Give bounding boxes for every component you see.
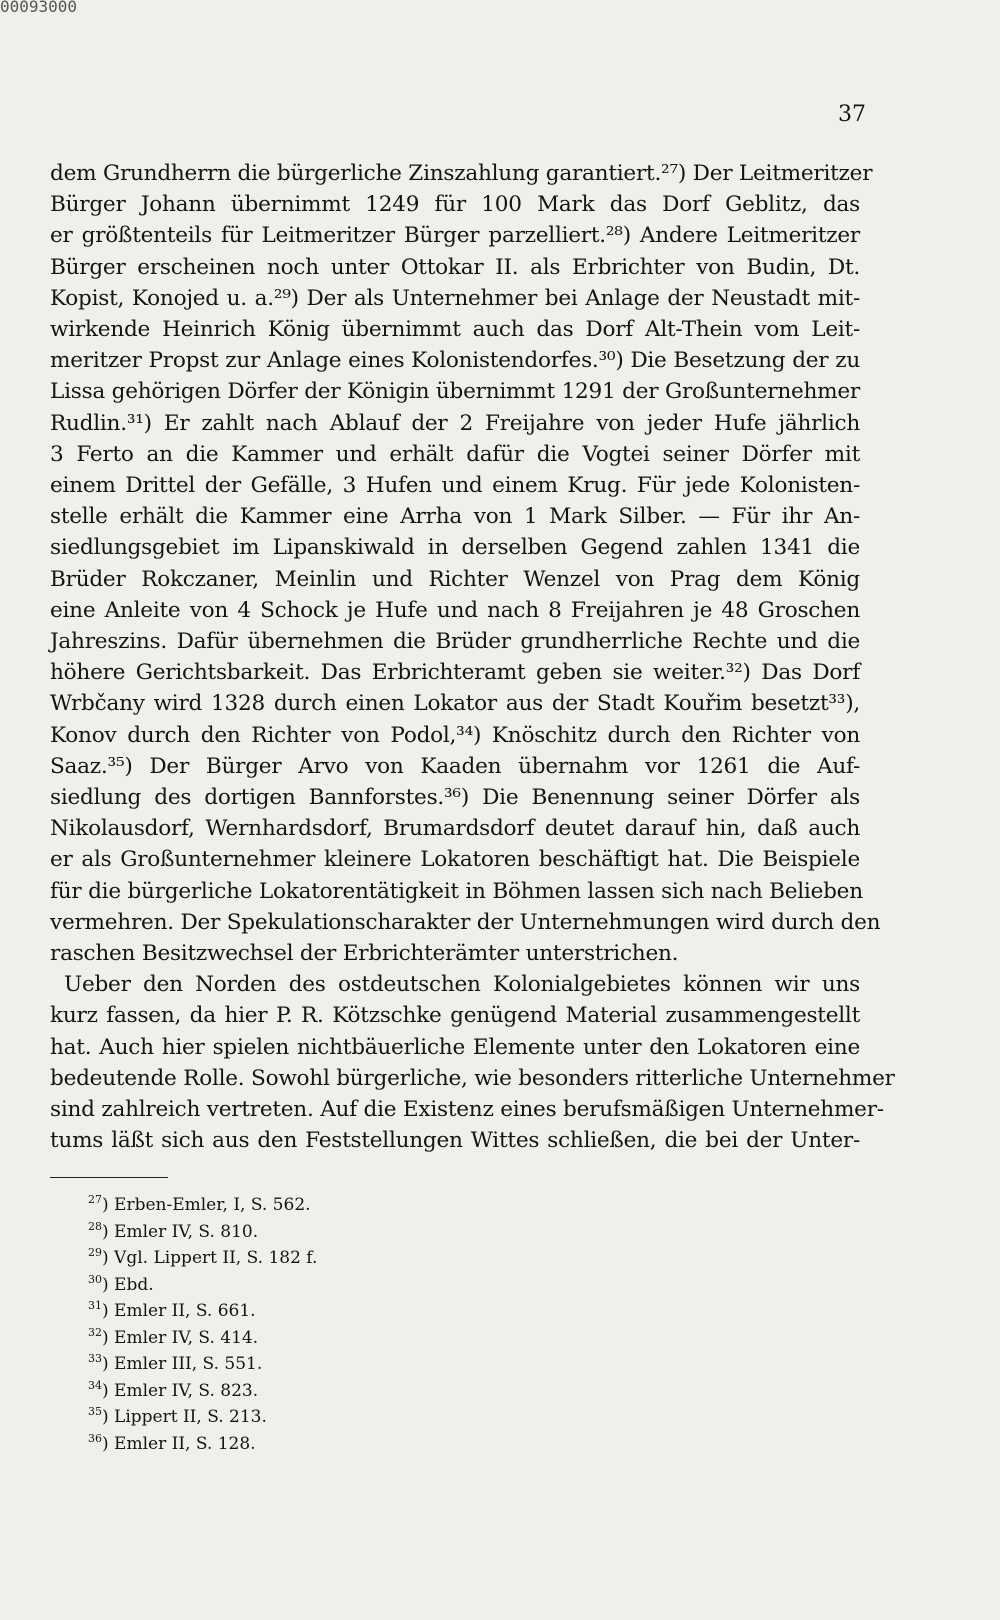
footnote: $^{35}$) Lippert II, S. 213. bbox=[88, 1405, 267, 1427]
text-line: Kopist, Konojed u. a.²⁹) Der als Unternehmer bei Anlage der Neustadt mit- bbox=[50, 285, 860, 311]
footnote-text: Lippert II, S. 213. bbox=[114, 1407, 267, 1427]
text-line: hat. Auch hier spielen nichtbäuerliche Elemente unter den Lokatoren eine bbox=[50, 1034, 860, 1060]
text-line: er als Großunternehmer kleinere Lokatoren beschäftigt hat. Die Beispiele bbox=[50, 847, 860, 873]
footnote-text: Erben-Emler, I, S. 562. bbox=[114, 1195, 311, 1215]
text-line: kurz fassen, da hier P. R. Kötzschke genügend Material zusammengestellt bbox=[50, 1003, 860, 1029]
text-line: siedlung des dortigen Bannforstes.³⁶) Die Benennung seiner Dörfer als bbox=[50, 785, 860, 811]
footnotes bbox=[88, 1192, 317, 1457]
footnote: $^{32}$) Emler IV, S. 414. bbox=[88, 1325, 259, 1348]
footnote-number: 32 bbox=[88, 1325, 102, 1339]
footnote: $^{30}$) Ebd. bbox=[88, 1272, 154, 1295]
footnote: $^{36}$) Emler II, S. 128. bbox=[88, 1431, 256, 1454]
main-text bbox=[50, 158, 895, 1157]
text-line: Nikolausdorf, Wernhardsdorf, Brumardsdorf deutet darauf hin, daß auch bbox=[50, 816, 860, 842]
footnote: $^{27}$) Erben-Emler, I, S. 562. bbox=[88, 1193, 311, 1215]
text-line: er größtenteils für Leitmeritzer Bürger parzelliert.²⁸) Andere Leitmeritzer bbox=[50, 223, 860, 249]
text-line: einem Drittel der Gefälle, 3 Hufen und einem Krug. Für jede Kolonisten- bbox=[50, 473, 860, 499]
text-line: Rudlin.³¹) Er zahlt nach Ablauf der 2 Freijahre von jeder Hufe jährlich bbox=[50, 410, 860, 436]
footnote: $^{29}$) Vgl. Lippert II, S. 182 f. bbox=[88, 1246, 318, 1268]
text-line: wirkende Heinrich König übernimmt auch das Dorf Alt-Thein vom Leit- bbox=[50, 317, 860, 343]
footnote-number: 30 bbox=[88, 1272, 102, 1286]
text-line: Ueber den Norden des ostdeutschen Kolonialgebietes können wir uns bbox=[64, 972, 860, 998]
text-line: Brüder Rokczaner, Meinlin und Richter Wenzel von Prag dem König bbox=[50, 566, 860, 592]
text-line: stelle erhält die Kammer eine Arrha von 1 Mark Silber. — Für ihr An- bbox=[50, 504, 860, 530]
footnote-divider bbox=[50, 1177, 168, 1178]
text-line: 3 Ferto an die Kammer und erhält dafür die Vogtei seiner Dörfer mit bbox=[50, 441, 860, 467]
text-line: eine Anleite von 4 Schock je Hufe und nach 8 Freijahren je 48 Groschen bbox=[50, 597, 860, 623]
text-line: Jahreszins. Dafür übernehmen die Brüder grundherrliche Rechte und die bbox=[50, 629, 860, 655]
text-line: raschen Besitzwechsel der Erbrichterämter unterstrichen. bbox=[50, 941, 679, 967]
footnote-number: 29 bbox=[88, 1246, 102, 1259]
text-line: dem Grundherrn die bürgerliche Zinszahlung garantiert.²⁷) Der Leitmeritzer bbox=[50, 161, 873, 186]
footnote-text: Emler II, S. 128. bbox=[114, 1433, 256, 1454]
footnote-number: 35 bbox=[88, 1405, 102, 1418]
footnote-text: Emler IV, S. 810. bbox=[114, 1221, 259, 1242]
text-line: siedlungsgebiet im Lipanskiwald in derselben Gegend zahlen 1341 die bbox=[50, 535, 860, 561]
text-line: Bürger Johann übernimmt 1249 für 100 Mark das Dorf Geblitz, das bbox=[50, 192, 860, 218]
text-line: vermehren. Der Spekulationscharakter der Unternehmungen wird durch den bbox=[50, 909, 881, 935]
footnote-text: Vgl. Lippert II, S. 182 f. bbox=[114, 1248, 318, 1268]
text-line: Konov durch den Richter von Podol,³⁴) Knöschitz durch den Richter von bbox=[50, 722, 860, 748]
text-line: Bürger erscheinen noch unter Ottokar II. als Erbrichter von Budin, Dt. bbox=[50, 254, 860, 280]
text-line: tums läßt sich aus den Feststellungen Wittes schließen, die bei der Unter- bbox=[50, 1128, 860, 1154]
text-line: Lissa gehörigen Dörfer der Königin übernimmt 1291 der Großunternehmer bbox=[50, 379, 860, 405]
footnote-number: 27 bbox=[88, 1193, 102, 1206]
scan-fragment: 00093000 bbox=[0, 0, 78, 16]
page-number: 37 bbox=[838, 102, 866, 127]
text-line: Wrbčany wird 1328 durch einen Lokator aus der Stadt Kouřim besetzt³³), bbox=[50, 691, 860, 717]
footnote-number: 33 bbox=[88, 1352, 102, 1365]
footnote-text: Ebd. bbox=[114, 1274, 154, 1295]
text-line: Saaz.³⁵) Der Bürger Arvo von Kaaden übernahm vor 1261 die Auf- bbox=[50, 753, 860, 779]
text-line: bedeutende Rolle. Sowohl bürgerliche, wie besonders ritterliche Unternehmer bbox=[50, 1065, 895, 1091]
footnote: $^{33}$) Emler III, S. 551. bbox=[88, 1352, 263, 1374]
text-line: für die bürgerliche Lokatorentätigkeit in Böhmen lassen sich nach Belieben bbox=[50, 878, 863, 904]
footnote-number: 36 bbox=[88, 1431, 102, 1445]
footnote-number: 34 bbox=[88, 1378, 102, 1392]
footnote: $^{34}$) Emler IV, S. 823. bbox=[88, 1378, 259, 1401]
text-line: höhere Gerichtsbarkeit. Das Erbrichteramt geben sie weiter.³²) Das Dorf bbox=[50, 660, 860, 686]
footnote-number: 31 bbox=[88, 1299, 102, 1312]
footnote: $^{31}$) Emler II, S. 661. bbox=[88, 1299, 256, 1321]
footnote-text: Emler IV, S. 414. bbox=[114, 1327, 259, 1348]
text-line: sind zahlreich vertreten. Auf die Existenz eines berufsmäßigen Unternehmer- bbox=[50, 1097, 884, 1123]
footnote-text: Emler II, S. 661. bbox=[114, 1301, 256, 1321]
text-line: meritzer Propst zur Anlage eines Kolonistendorfes.³⁰) Die Besetzung der zu bbox=[50, 348, 860, 374]
footnote-number: 28 bbox=[88, 1219, 102, 1233]
footnote: $^{28}$) Emler IV, S. 810. bbox=[88, 1219, 259, 1242]
footnote-text: Emler IV, S. 823. bbox=[114, 1380, 259, 1401]
footnote-text: Emler III, S. 551. bbox=[114, 1354, 263, 1374]
